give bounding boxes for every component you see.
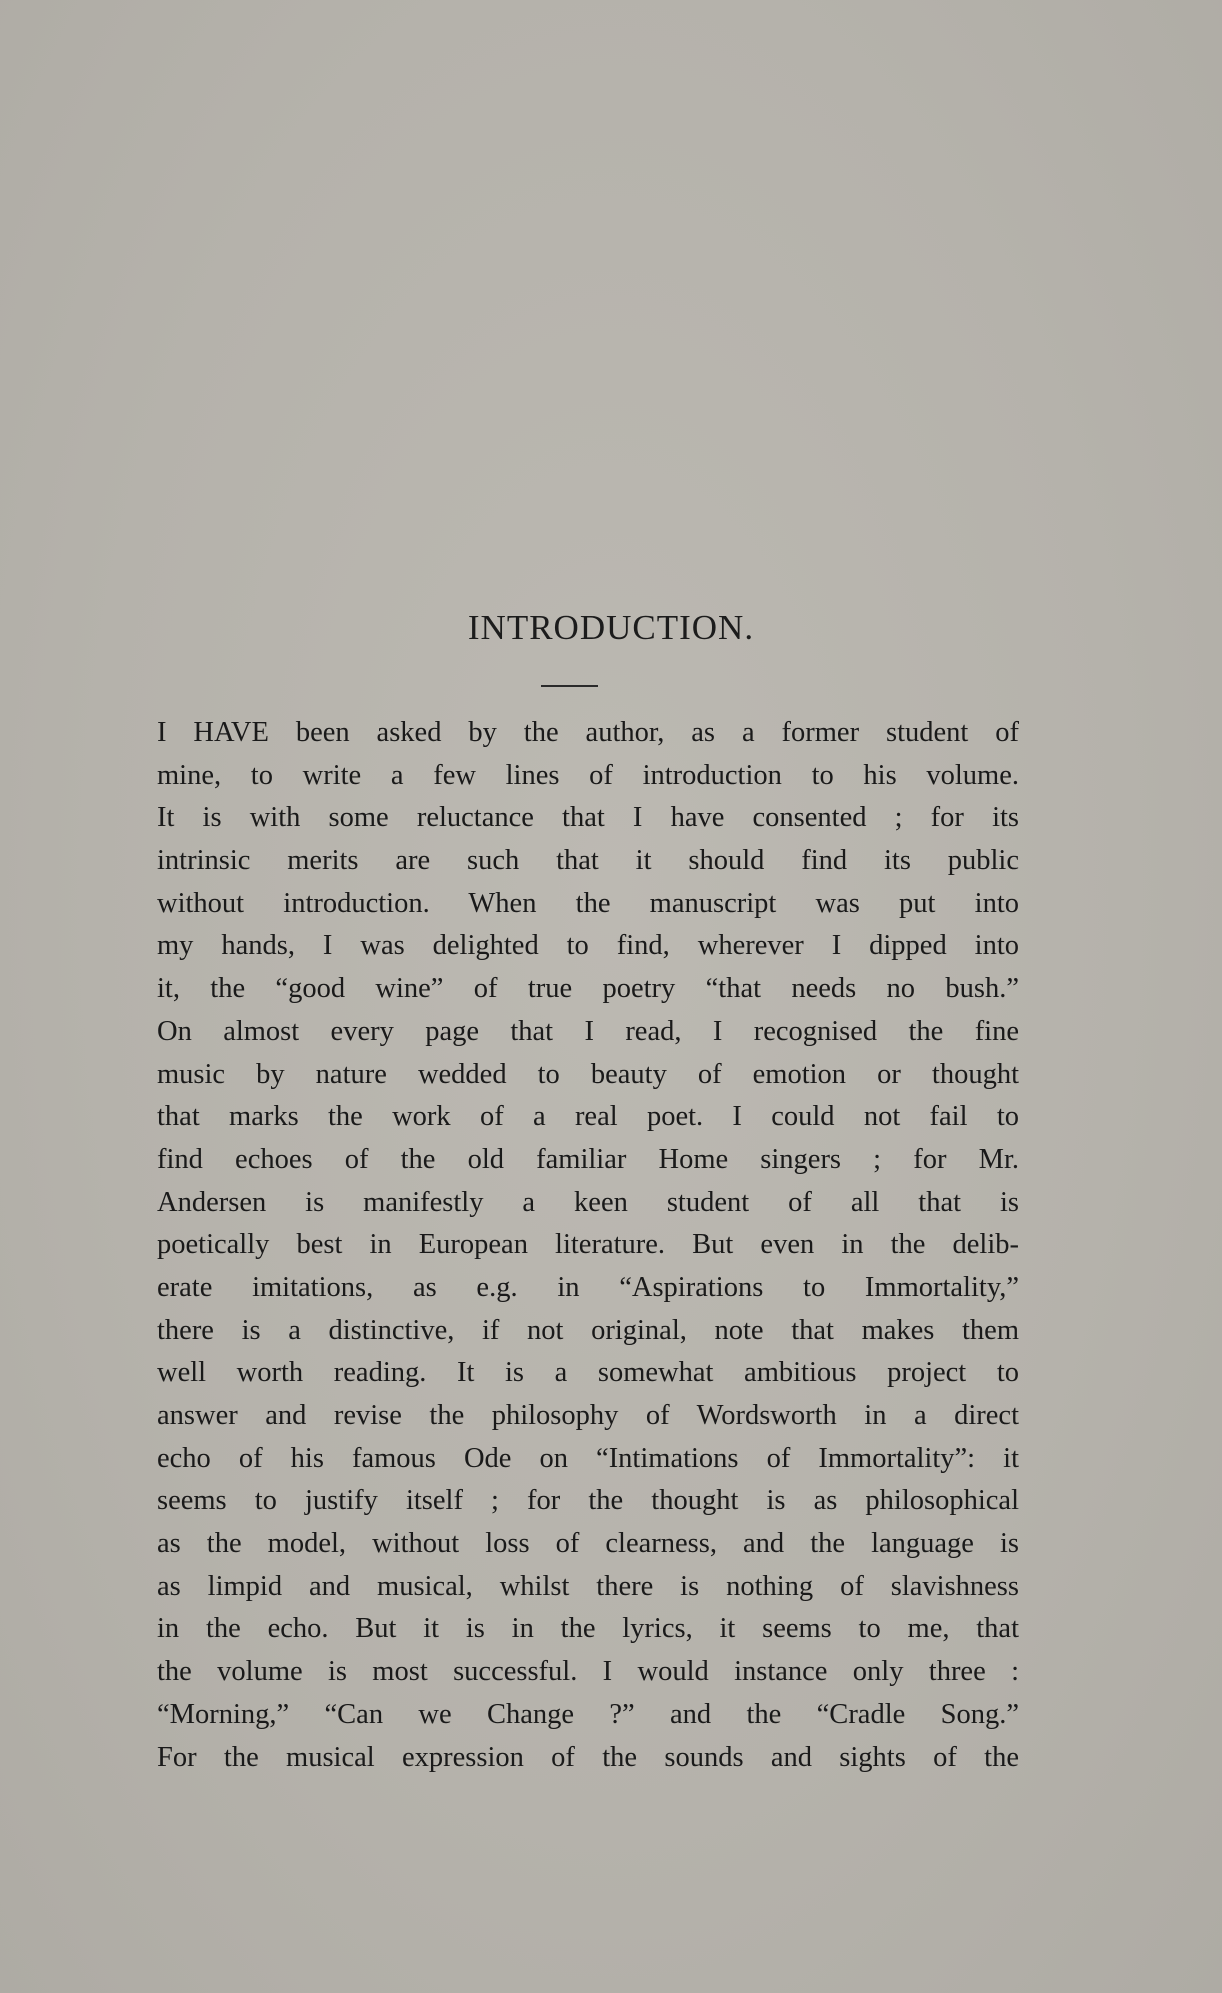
- text-line: mine, to write a few lines of introduction to his volume.: [157, 759, 1019, 791]
- text-line: as limpid and musical, whilst there is nothing of slavishness: [157, 1570, 1019, 1602]
- text-line: answer and revise the philosophy of Wordsworth in a direct: [157, 1400, 1019, 1431]
- text-line: as the model, without loss of clearness, and the language is: [157, 1528, 1019, 1560]
- text-line: well worth reading. It is a somewhat ambitious project to: [157, 1357, 1019, 1389]
- text-line: find echoes of the old familiar Home singers ; for Mr.: [157, 1143, 1019, 1175]
- text-line: intrinsic merits are such that it should find its public: [157, 845, 1019, 877]
- introduction-text: [157, 712, 1019, 1779]
- text-line: For the musical expression of the sounds and sights of the: [157, 1741, 1019, 1773]
- text-line: poetically best in European literature. But even in the delib-: [157, 1229, 1019, 1261]
- text-line: seems to justify itself ; for the thought is as philosophical: [157, 1485, 1019, 1517]
- text-line: It is with some reluctance that I have consented ; for its: [157, 802, 1019, 834]
- title-divider: [541, 685, 598, 687]
- text-line: erate imitations, as e.g. in “Aspirations to Immortality,”: [157, 1271, 1019, 1303]
- text-line: in the echo. But it is in the lyrics, it seems to me, that: [157, 1613, 1019, 1645]
- text-line: Andersen is manifestly a keen student of all that is: [157, 1186, 1019, 1218]
- text-line: I HAVE been asked by the author, as a former student of: [157, 717, 1019, 748]
- text-line: it, the “good wine” of true poetry “that needs no bush.”: [157, 973, 1019, 1005]
- text-line: music by nature wedded to beauty of emotion or thought: [157, 1058, 1019, 1090]
- text-line: echo of his famous Ode on “Intimations of Immortality”: it: [157, 1442, 1019, 1474]
- page-title: INTRODUCTION.: [467, 608, 755, 647]
- text-line: On almost every page that I read, I recognised the fine: [157, 1015, 1019, 1047]
- text-line: the volume is most successful. I would instance only three :: [157, 1656, 1019, 1688]
- text-line: without introduction. When the manuscript was put into: [157, 887, 1019, 919]
- text-line: “Morning,” “Can we Change ?” and the “Cradle Song.”: [157, 1698, 1019, 1730]
- text-line: there is a distinctive, if not original, note that makes them: [157, 1314, 1019, 1346]
- text-line: that marks the work of a real poet. I could not fail to: [157, 1101, 1019, 1133]
- text-line: my hands, I was delighted to find, wherever I dipped into: [157, 930, 1019, 962]
